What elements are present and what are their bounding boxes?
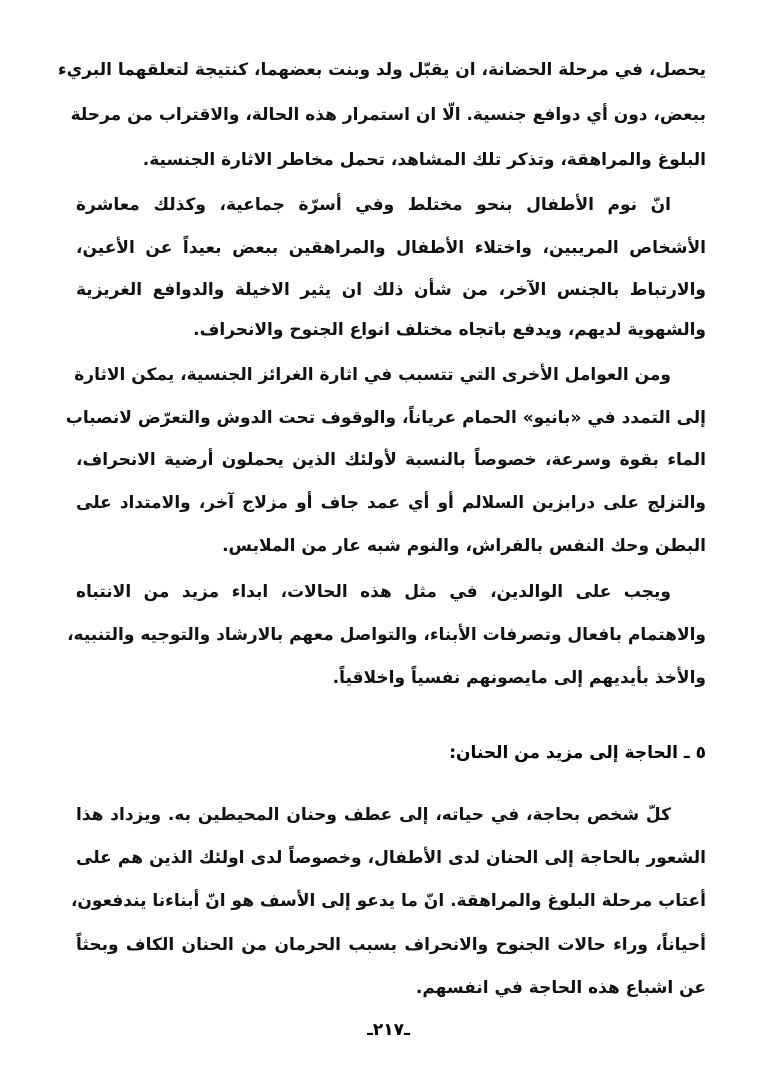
text-line: والاهتمام بافعال وتصرفات الأبناء، والتواصل معهم بالارشاد والتوجيه والتنبيه، [67,625,706,645]
text-line: عن اشباع هذه الحاجة في انفسهم. [415,978,706,998]
text-line: والشهوية لديهم، ويدفع باتجاه مختلف انواع الجنوح والانحراف. [193,320,706,340]
text-line: الأشخاص المريبين، واختلاء الأطفال والمراهقين ببعض بعيداً عن الأعين، [76,238,706,258]
text-line: والتزلج على درابزين السلالم أو أي عمد جاف أو مزلاج آخر، والامتداد على [76,493,706,513]
text-line: البطن وحك النفس بالفراش، والنوم شبه عار من الملابس. [222,536,706,556]
text-line: البلوغ والمراهقة، وتذكر تلك المشاهد، تحمل مخاطر الاثارة الجنسية. [142,150,706,170]
text-line: والأخذ بأيديهم إلى مايصونهم نفسياً واخلاقياً. [332,668,706,688]
text-line: ويجب على الوالدين، في مثل هذه الحالات، ابداء مزيد من الانتباه [76,582,671,602]
text-line: ببعض، دون أي دوافع جنسية. الّا ان استمرار هذه الحالة، والاقتراب من مرحلة [70,105,706,125]
text-line: والارتباط بالجنس الآخر، من شأن ذلك ان يثير الاخيلة والدوافع الغريزية [76,280,706,300]
text-line: الشعور بالحاجة إلى الحنان لدى الأطفال، وخصوصاً لدى اولئك الذين هم على [76,848,706,868]
text-line: انّ نوم الأطفال بنحو مختلط وفي أسرّة جماعية، وكذلك معاشرة [76,195,671,215]
text-line: الماء بقوة وسرعة، خصوصاً بالنسبة لأولئك الذين يحملون أرضية الانحراف، [76,450,706,470]
page-number: ـ٢١٧ـ [367,1020,410,1040]
section-heading: ٥ ـ الحاجة إلى مزيد من الحنان: [449,743,706,763]
text-line: ومن العوامل الأخرى التي تتسبب في اثارة الغرائز الجنسية، يمكن الاثارة [74,365,671,385]
text-line: أحياناً، وراء حالات الجنوح والانحراف بسبب الحرمان من الحنان الكاف وبحثاً [76,935,706,955]
text-line: إلى التمدد في «بانيو» الحمام عرياناً، والوقوف تحت الدوش والتعرّض لانصباب [65,408,706,428]
text-line: كلّ شخص بحاجة، في حياته، إلى عطف وحنان المحيطين به. ويزداد هذا [76,805,671,825]
text-line: يحصل، في مرحلة الحضانة، ان يقبّل ولد وبنت بعضهما، كنتيجة لتعلقهما البريء [57,60,706,80]
text-line: أعتاب مرحلة البلوغ والمراهقة. انّ ما يدعو إلى الأسف هو انّ أبناءنا يندفعون، [70,891,706,911]
